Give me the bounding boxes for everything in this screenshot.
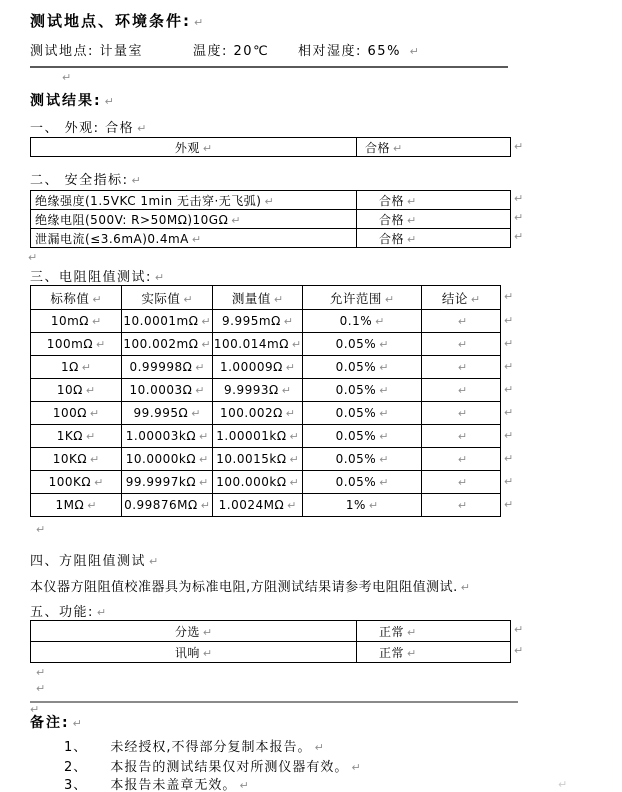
paragraph-mark: ↵ — [314, 741, 324, 754]
actual-cell: 99.9997kΩ ↵ — [122, 471, 213, 494]
paragraph-mark: ↵ — [85, 384, 96, 397]
temperature-value: 20℃ — [233, 44, 270, 59]
function-result-cell: 正常 ↵ — [357, 642, 511, 663]
humidity-field — [298, 40, 419, 59]
actual-cell: 10.0003Ω ↵ — [122, 379, 213, 402]
paragraph-mark: ↵ — [283, 315, 293, 328]
safety-result-cell: 合格 ↵ — [357, 229, 511, 248]
paragraph-mark: ↵ — [470, 292, 481, 306]
row-end-mark: ↵ — [514, 192, 524, 205]
measured-cell: 9.9993Ω ↵ — [213, 379, 303, 402]
paragraph-mark: ↵ — [201, 338, 211, 351]
temperature-field — [193, 40, 269, 59]
paragraph-mark: ↵ — [407, 213, 417, 227]
paragraph-mark: ↵ — [85, 430, 96, 443]
actual-cell: 0.99876MΩ ↵ — [122, 494, 213, 517]
measured-cell: 10.0015kΩ ↵ — [213, 448, 303, 471]
row-end-mark: ↵ — [504, 360, 514, 373]
paragraph-mark: ↵ — [231, 213, 241, 227]
function-item-cell: 讯响 ↵ — [31, 642, 357, 663]
table-row — [31, 210, 511, 229]
paragraph-mark: ↵ — [36, 666, 46, 679]
safety-item-cell: 泄漏电流(≤3.6mA)0.4mA ↵ — [31, 229, 357, 248]
paragraph-mark: ↵ — [273, 292, 284, 306]
safety-section-heading: 二、 安全指标: ↵ — [30, 173, 141, 188]
row-end-mark: ↵ — [504, 314, 514, 327]
sheet-resistance-heading: 四、方阻阻值测试 ↵ — [30, 554, 159, 569]
actual-cell: 0.99998Ω ↵ — [122, 356, 213, 379]
column-header-measured: 测量值 ↵ — [213, 286, 303, 310]
paragraph-mark: ↵ — [384, 292, 395, 306]
paragraph-mark: ↵ — [351, 761, 361, 774]
measured-cell: 100.014mΩ ↵ — [213, 333, 303, 356]
paragraph-mark: ↵ — [393, 141, 403, 155]
paragraph-mark: ↵ — [72, 717, 82, 730]
nominal-cell: 1Ω ↵ — [31, 356, 122, 379]
table-row — [31, 191, 511, 210]
env-conditions-heading: 测试地点、环境条件: ↵ — [30, 12, 204, 30]
remark-text: 本报告的测试结果仅对所测仪器有效。 ↵ — [110, 760, 361, 775]
paragraph-mark: ↵ — [92, 292, 102, 306]
paragraph-mark: ↵ — [36, 682, 46, 695]
divider-line-bottom — [30, 701, 518, 703]
paragraph-mark: ↵ — [285, 361, 295, 374]
row-end-mark: ↵ — [514, 140, 524, 153]
paragraph-mark: ↵ — [91, 315, 102, 328]
row-end-mark: ↵ — [504, 383, 514, 396]
range-cell: 1% ↵ — [303, 494, 422, 517]
paragraph-mark: ↵ — [96, 338, 106, 351]
paragraph-mark: ↵ — [191, 407, 201, 420]
row-end-mark: ↵ — [514, 623, 524, 636]
paragraph-mark: ↵ — [460, 581, 470, 594]
paragraph-mark: ↵ — [264, 194, 274, 208]
nominal-cell: 1MΩ ↵ — [31, 494, 122, 517]
paragraph-mark: ↵ — [368, 499, 379, 512]
remark-number: 1、 — [64, 740, 88, 755]
nominal-cell: 1KΩ ↵ — [31, 425, 122, 448]
range-cell: 0.05% ↵ — [303, 379, 422, 402]
table-row — [31, 229, 511, 248]
paragraph-mark: ↵ — [457, 361, 468, 374]
column-header-actual: 实际值 ↵ — [122, 286, 213, 310]
paragraph-mark: ↵ — [195, 361, 205, 374]
table-row — [31, 621, 511, 642]
function-item-cell: 分选 ↵ — [31, 621, 357, 642]
paragraph-mark: ↵ — [379, 361, 389, 374]
conclusion-cell — [422, 425, 501, 448]
paragraph-mark: ↵ — [375, 315, 385, 328]
table-row — [31, 402, 501, 425]
paragraph-mark: ↵ — [409, 45, 419, 58]
measured-cell: 100.002Ω ↵ — [213, 402, 303, 425]
row-end-mark: ↵ — [504, 452, 514, 465]
range-cell: 0.05% ↵ — [303, 356, 422, 379]
paragraph-mark: ↵ — [81, 361, 92, 374]
paragraph-mark: ↵ — [202, 646, 213, 660]
paragraph-mark: ↵ — [202, 141, 213, 155]
paragraph-mark: ↵ — [90, 453, 100, 466]
remark-text: 未经授权,不得部分复制本报告。 ↵ — [110, 740, 324, 755]
paragraph-mark: ↵ — [199, 476, 209, 489]
row-end-mark: ↵ — [514, 644, 524, 657]
function-section-heading: 五、功能: ↵ — [30, 605, 107, 620]
paragraph-mark: ↵ — [407, 194, 417, 208]
humidity-value: 65% — [367, 44, 401, 59]
paragraph-mark: ↵ — [457, 384, 468, 397]
safety-result-cell: 合格 ↵ — [357, 191, 511, 210]
paragraph-mark: ↵ — [202, 625, 213, 639]
paragraph-mark: ↵ — [183, 292, 193, 306]
paragraph-mark: ↵ — [558, 778, 568, 791]
paragraph-mark: ↵ — [131, 174, 141, 187]
appearance-result-cell: 合格 ↵ — [357, 138, 511, 157]
divider-line-top — [30, 66, 508, 68]
paragraph-mark: ↵ — [154, 271, 165, 284]
row-end-mark: ↵ — [514, 230, 524, 243]
test-location-label: 测试地点: — [30, 44, 94, 59]
paragraph-mark: ↵ — [62, 71, 72, 84]
table-row — [31, 379, 501, 402]
row-end-mark: ↵ — [514, 211, 524, 224]
paragraph-mark: ↵ — [457, 453, 468, 466]
paragraph-mark: ↵ — [379, 407, 389, 420]
measured-cell: 1.0024MΩ ↵ — [213, 494, 303, 517]
safety-item-cell: 绝缘电阻(500V: R>50MΩ)10GΩ ↵ — [31, 210, 357, 229]
test-location-value: 计量室 — [99, 44, 144, 59]
paragraph-mark: ↵ — [457, 407, 468, 420]
nominal-cell: 10KΩ ↵ — [31, 448, 122, 471]
paragraph-mark: ↵ — [457, 338, 468, 351]
paragraph-mark: ↵ — [30, 703, 40, 716]
range-cell: 0.05% ↵ — [303, 471, 422, 494]
paragraph-mark: ↵ — [285, 407, 295, 420]
paragraph-mark: ↵ — [379, 384, 389, 397]
conclusion-cell — [422, 471, 501, 494]
paragraph-mark: ↵ — [195, 384, 205, 397]
conclusion-cell — [422, 402, 501, 425]
remark-item — [64, 774, 249, 792]
nominal-cell: 100KΩ ↵ — [31, 471, 122, 494]
table-header-row — [31, 286, 501, 310]
conclusion-cell — [422, 310, 501, 333]
paragraph-mark: ↵ — [199, 453, 209, 466]
paragraph-mark: ↵ — [407, 646, 417, 660]
actual-cell: 100.002mΩ ↵ — [122, 333, 213, 356]
paragraph-mark: ↵ — [28, 251, 38, 264]
safety-result-cell: 合格 ↵ — [357, 210, 511, 229]
paragraph-mark: ↵ — [289, 453, 299, 466]
safety-table — [30, 190, 511, 248]
table-row — [31, 356, 501, 379]
column-header-nominal: 标称值 ↵ — [31, 286, 122, 310]
test-location-field — [30, 40, 143, 59]
paragraph-mark: ↵ — [281, 384, 291, 397]
resistance-section-heading: 三、电阻阻值测试: ↵ — [30, 270, 165, 285]
measured-cell: 1.00009Ω ↵ — [213, 356, 303, 379]
table-row — [31, 138, 511, 157]
remark-item — [64, 756, 361, 775]
column-header-range: 允许范围 ↵ — [303, 286, 422, 310]
function-result-cell: 正常 ↵ — [357, 621, 511, 642]
range-cell: 0.05% ↵ — [303, 425, 422, 448]
remarks-heading: 备注: ↵ — [30, 715, 82, 731]
resistance-table — [30, 285, 501, 517]
function-table — [30, 620, 511, 663]
temperature-label: 温度: — [193, 44, 228, 59]
remark-item — [64, 736, 324, 755]
paragraph-mark: ↵ — [94, 476, 104, 489]
row-end-mark: ↵ — [504, 337, 514, 350]
paragraph-mark: ↵ — [291, 338, 302, 351]
conclusion-cell — [422, 356, 501, 379]
paragraph-mark: ↵ — [457, 476, 468, 489]
paragraph-mark: ↵ — [457, 315, 468, 328]
appearance-item-cell: 外观 ↵ — [31, 138, 357, 157]
paragraph-mark: ↵ — [201, 315, 211, 328]
paragraph-mark: ↵ — [137, 122, 147, 135]
measured-cell: 9.995mΩ ↵ — [213, 310, 303, 333]
actual-cell: 10.0000kΩ ↵ — [122, 448, 213, 471]
table-row — [31, 333, 501, 356]
paragraph-mark: ↵ — [287, 499, 297, 512]
paragraph-mark: ↵ — [407, 232, 417, 246]
row-end-mark: ↵ — [504, 429, 514, 442]
range-cell: 0.1% ↵ — [303, 310, 422, 333]
humidity-label: 相对湿度: — [298, 44, 362, 59]
paragraph-mark: ↵ — [289, 476, 299, 489]
appearance-table — [30, 137, 511, 157]
appearance-section-heading: 一、 外观: 合格 ↵ — [30, 121, 147, 136]
row-end-mark: ↵ — [504, 290, 514, 303]
nominal-cell: 100mΩ ↵ — [31, 333, 122, 356]
paragraph-mark: ↵ — [199, 430, 209, 443]
nominal-cell: 100Ω ↵ — [31, 402, 122, 425]
table-row — [31, 471, 501, 494]
table-row — [31, 310, 501, 333]
conclusion-cell — [422, 448, 501, 471]
nominal-cell: 10Ω ↵ — [31, 379, 122, 402]
remark-text: 本报告未盖章无效。 ↵ — [110, 778, 249, 792]
column-header-conclusion: 结论 ↵ — [422, 286, 501, 310]
paragraph-mark: ↵ — [87, 499, 97, 512]
paragraph-mark: ↵ — [104, 95, 114, 108]
paragraph-mark: ↵ — [379, 430, 389, 443]
paragraph-mark: ↵ — [379, 453, 389, 466]
paragraph-mark: ↵ — [407, 625, 417, 639]
paragraph-mark: ↵ — [457, 499, 468, 512]
table-row — [31, 642, 511, 663]
paragraph-mark: ↵ — [379, 338, 389, 351]
remark-number: 2、 — [64, 760, 88, 775]
actual-cell: 10.0001mΩ ↵ — [122, 310, 213, 333]
paragraph-mark: ↵ — [96, 606, 107, 619]
paragraph-mark: ↵ — [191, 232, 202, 246]
actual-cell: 1.00003kΩ ↵ — [122, 425, 213, 448]
conclusion-cell — [422, 494, 501, 517]
test-results-heading: 测试结果: ↵ — [30, 93, 114, 109]
conclusion-cell — [422, 379, 501, 402]
paragraph-mark: ↵ — [289, 430, 299, 443]
conclusion-cell — [422, 333, 501, 356]
actual-cell: 99.995Ω ↵ — [122, 402, 213, 425]
remark-number: 3、 — [64, 778, 88, 792]
paragraph-mark: ↵ — [239, 779, 249, 792]
paragraph-mark: ↵ — [457, 430, 468, 443]
table-row — [31, 494, 501, 517]
paragraph-mark: ↵ — [89, 407, 100, 420]
row-end-mark: ↵ — [504, 498, 514, 511]
row-end-mark: ↵ — [504, 475, 514, 488]
table-row — [31, 448, 501, 471]
sheet-resistance-note: 本仪器方阻阻值校准器具为标准电阻,方阻测试结果请参考电阻阻值测试. ↵ — [30, 580, 470, 595]
table-row — [31, 425, 501, 448]
measured-cell: 1.00001kΩ ↵ — [213, 425, 303, 448]
paragraph-mark: ↵ — [36, 523, 46, 536]
range-cell: 0.05% ↵ — [303, 448, 422, 471]
paragraph-mark: ↵ — [194, 16, 204, 29]
range-cell: 0.05% ↵ — [303, 333, 422, 356]
row-end-mark: ↵ — [504, 406, 514, 419]
paragraph-mark: ↵ — [200, 499, 210, 512]
paragraph-mark: ↵ — [149, 555, 159, 568]
nominal-cell: 10mΩ ↵ — [31, 310, 122, 333]
range-cell: 0.05% ↵ — [303, 402, 422, 425]
paragraph-mark: ↵ — [379, 476, 389, 489]
measured-cell: 100.000kΩ ↵ — [213, 471, 303, 494]
safety-item-cell: 绝缘强度(1.5VKC 1min 无击穿·无飞弧) ↵ — [31, 191, 357, 210]
